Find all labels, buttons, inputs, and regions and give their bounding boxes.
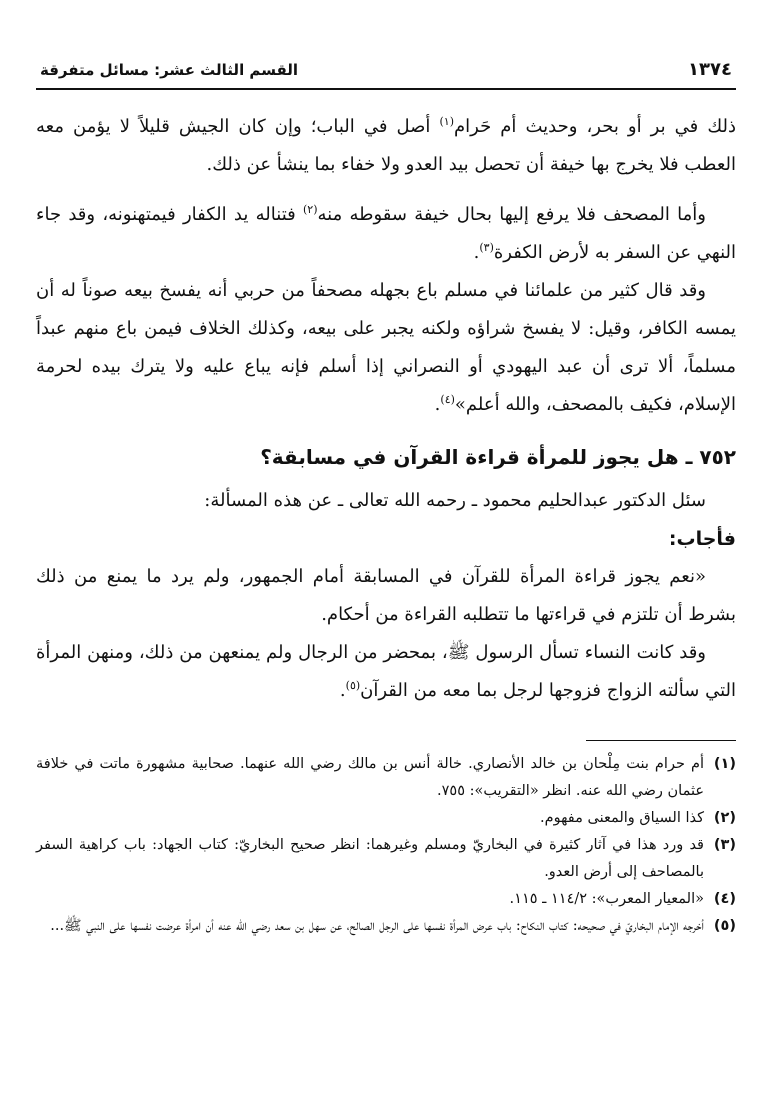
footnote-text: قد ورد هذا في آثار كثيرة في البخاريّ ومسلم وغيرهما: انظر صحيح البخاريّ: كتاب الجهاد: باب كراهية السفر بالمصاحف إلى أرض العدو. [36,837,704,880]
question-intro: سئل الدكتور عبدالحليم محمود ـ رحمه الله تعالى ـ عن هذه المسألة: [204,490,706,511]
paragraph-2-end: . [473,242,480,263]
paragraph-3-end: . [434,394,441,415]
paragraph-1 [36,108,736,184]
footnote-number: (٤) [713,891,736,907]
footnote-ref-2: (٢) [302,203,318,216]
footnote-ref-4: (٤) [440,393,455,406]
paragraph-3 [36,272,736,424]
footnote-ref-1: (١) [439,115,454,128]
paragraph-1-text: ذلك في بر أو بحر، وحديث أم حَرام [454,116,736,137]
answer-paragraph-2 [36,634,736,710]
footnote-number: (٣) [713,837,736,853]
paragraph-3-text: وقد قال كثير من علمائنا في مسلم باع بجهله مصحفاً من حربي أنه يفسخ بيعه صوناً له أن يمسه الكافر، وقيل: لا يفسخ شراؤه ولكنه يجبر على بيعه، وكذلك الخلاف فيمن باع منهم عبداً مسلماً، ألا ترى أن عبد اليهودي أو النصراني إذا أسلم فإنه يباع عليه ولا يترك بيده لحرمة الإسلام، فكيف بالمصحف، والله أعلم» [36,280,736,415]
footnotes [36,751,736,940]
footnote-text: أم حرام بنت مِلْحان بن خالد الأنصاري. خالة أنس بن مالك رضي الله عنهما. صحابية مشهورة ماتت في خلافة عثمان رضي الله عنه. انظر «التقريب»: ٧٥٥. [36,756,704,799]
footnote-item [36,913,736,940]
footnote-number: (٥) [713,918,736,934]
answer-paragraph-2-text: وقد كانت النساء تسأل الرسول ﷺ، بمحضر من الرجال ولم يمنعهن من ذلك، ومنهن المرأة التي سألته الزواج فزوجها لرجل بما معه من القرآن [36,642,736,701]
footnote-text: أخرجه الإمام البخاريّ في صحيحه: كتاب النكاح: باب عرض المرأة نفسها على الرجل الصالح، عن سهل بن سعد رضي الله عنه أن امرأة عرضت نفسها على النبي ﷺ... [50,918,704,934]
paragraph-1-rest: أصل في الباب؛ وإن كان الجيش قليلاً لا يؤمن معه العطب فلا يخرج بها خيفة أن تحصل بيد العدو ولا خفاء بما ينشأ عن ذلك. [36,116,736,175]
question-heading: ٧٥٢ ـ هل يجوز للمرأة قراءة القرآن في مسابقة؟ [260,445,736,469]
paragraph-2-text: وأما المصحف فلا يرفع إليها بحال خيفة سقوطه منه [317,204,706,225]
paragraph-2-mid: فتناله يد الكفار فيمتهنونه، وقد جاء النهي عن السفر به لأرض الكفرة [36,204,736,263]
footnote-text: «المعيار المعرب»: ١١٤/٢ ـ ١١٥. [509,891,704,907]
footnote-number: (٢) [713,810,736,826]
section-title: القسم الثالث عشر: مسائل متفرقة [40,61,299,79]
footnote-item [36,832,736,886]
footnote-divider [586,740,736,741]
footnote-ref-3: (٣) [479,241,494,254]
answer-label: فأجاب: [668,528,736,550]
footnote-ref-5: (٥) [345,679,361,692]
footnote-item [36,751,736,805]
running-header [36,55,736,90]
book-page [36,55,736,940]
footnote-number: (١) [713,756,736,772]
page-number: ١٣٧٤ [688,59,732,80]
paragraph-2 [36,196,736,272]
footnote-item [36,886,736,913]
footnote-item [36,805,736,832]
answer-paragraph-1: «نعم يجوز قراءة المرأة للقرآن في المسابقة أمام الجمهور، ولم يرد ما يمنع من ذلك بشرط أن تلتزم في قراءتها ما تتطلبه القراءة من أحكام. [36,566,736,625]
footnote-text: كذا السياق والمعنى مفهوم. [540,810,704,826]
answer-paragraph-2-end: . [339,680,346,701]
main-text [36,108,736,710]
